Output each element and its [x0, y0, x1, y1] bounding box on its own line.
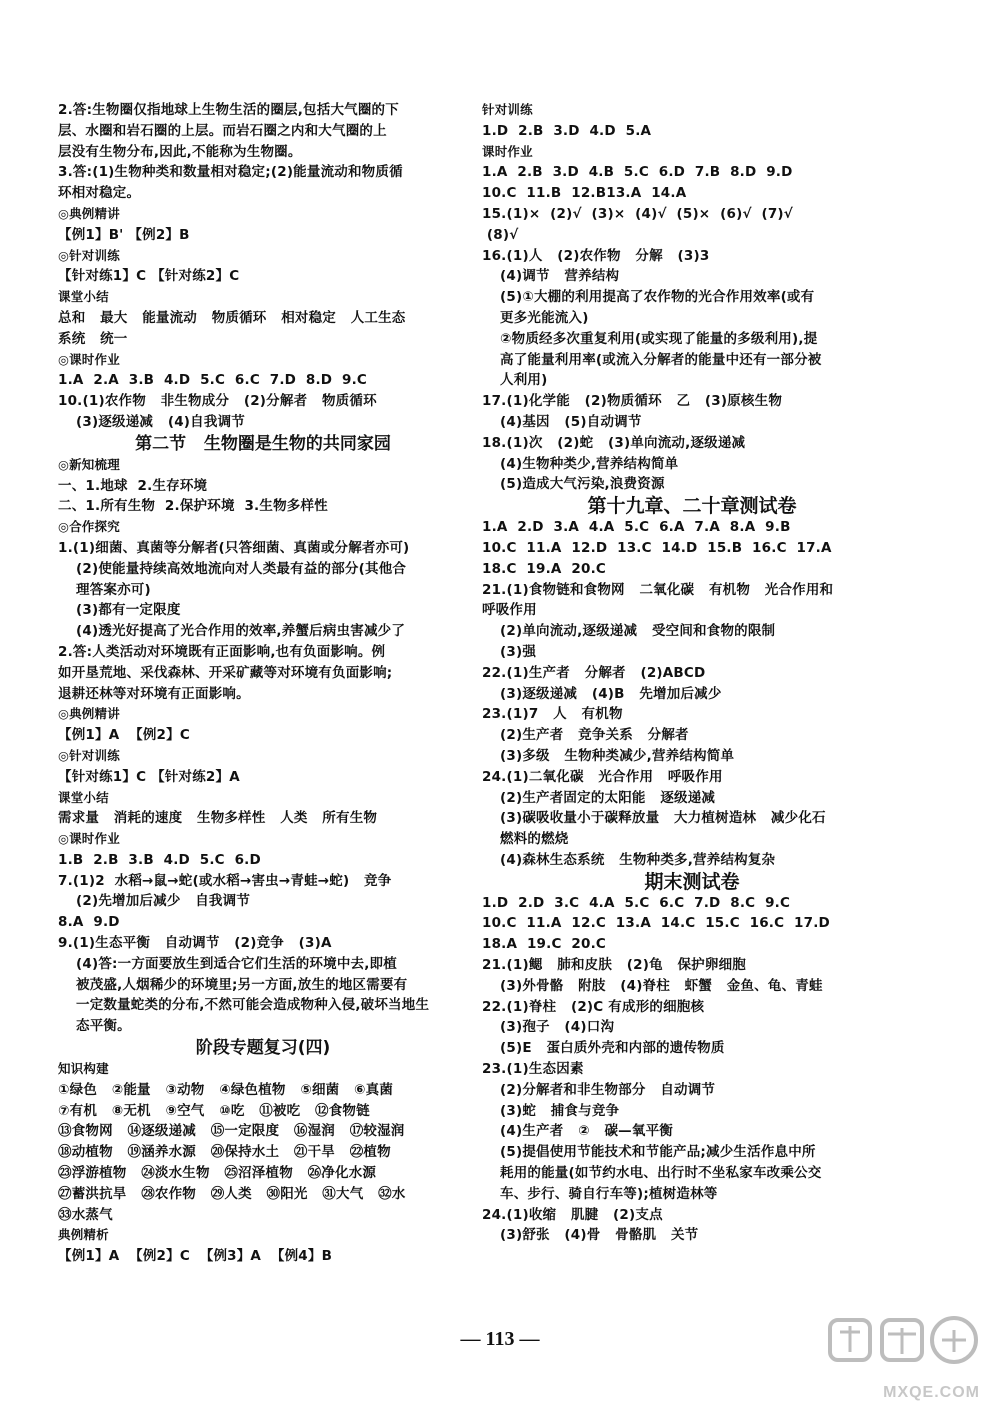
answer-line: 1.D 2.D 3.C 4.A 5.C 6.C 7.D 8.C 9.C [482, 894, 791, 911]
answer-line: 需求量 消耗的速度 生物多样性 人类 所有生物 [58, 810, 378, 827]
answer-line: 退耕还林等对环境有正面影响。 [58, 685, 250, 702]
answer-subline: 人利用) [500, 372, 548, 389]
answer-subline: (4)森林生态系统 生物种类多,营养结构复杂 [500, 851, 776, 868]
answer-subline: (4)调节 营养结构 [500, 268, 620, 285]
watermark-logo [826, 1312, 988, 1404]
section-label: 知识构建 [58, 1061, 109, 1077]
answer-line: 16.(1)人 (2)农作物 分解 (3)3 [482, 247, 710, 264]
left-column [58, 100, 468, 1267]
answer-line: 2.答:生物圈仅指地球上生物生活的圈层,包括大气圈的下 [58, 102, 399, 118]
answer-line: (8)√ [482, 226, 519, 243]
answer-subline: (3)外骨骼 附肢 (4)脊柱 虾蟹 金鱼、龟、青蛙 [500, 977, 823, 994]
answer-subline: (3)逐级递减 (4)B 先增加后减少 [500, 685, 722, 702]
answer-line: 23.(1)7 人 有机物 [482, 706, 623, 723]
answer-line: 1.A 2.B 3.D 4.B 5.C 6.D 7.B 8.D 9.D [482, 164, 793, 181]
answer-subline: (3)都有一定限度 [76, 602, 181, 619]
answer-subline: (5)造成大气污染,浪费资源 [500, 476, 665, 493]
answer-line: 如开垦荒地、采伐森林、开采矿藏等对环境有负面影响; [58, 664, 393, 681]
watermark-text: MXQE.COM [883, 1384, 980, 1401]
answer-line: 17.(1)化学能 (2)物质循环 乙 (3)原核生物 [482, 393, 783, 410]
answer-subline: (3)强 [500, 643, 537, 660]
answer-line: ⑱动植物 ⑲涵养水源 ⑳保持水土 ㉑干旱 ㉒植物 [58, 1144, 391, 1161]
answer-line: 呼吸作用 [482, 602, 537, 619]
answer-subline: 燃料的燃烧 [500, 831, 569, 848]
answer-line: 1.D 2.B 3.D 4.D 5.A [482, 122, 652, 139]
section-label: ◎典例精讲 [58, 706, 120, 722]
section-heading: 阶段专题复习(四) [195, 1038, 331, 1059]
answer-line: 1.A 2.A 3.B 4.D 5.C 6.C 7.D 8.D 9.C [58, 372, 368, 389]
answer-line: 1.A 2.D 3.A 4.A 5.C 6.A 7.A 8.A 9.B [482, 519, 791, 536]
answer-line: 10.C 11.A 12.C 13.A 14.C 15.C 16.C 17.D [482, 915, 830, 932]
answer-subline: (3)孢子 (4)口沟 [500, 1019, 615, 1036]
section-label: ◎典例精讲 [58, 205, 120, 221]
section-label: 课时作业 [482, 143, 533, 159]
section-label: ◎合作探究 [58, 519, 120, 535]
answer-line: 21.(1)鳃 肺和皮肤 (2)龟 保护卵细胞 [482, 957, 746, 974]
answer-subline: ②物质经多次重复利用(或实现了能量的多级利用),提 [500, 330, 818, 347]
answer-line: ⑦有机 ⑧无机 ⑨空气 ⑩吃 ⑪被吃 ⑫食物链 [58, 1102, 370, 1119]
answer-line: 9.(1)生态平衡 自动调节 (2)竞争 (3)A [58, 935, 332, 952]
section-heading: 第二节 生物圈是生物的共同家园 [135, 433, 391, 454]
answer-line: 18.C 19.A 20.C [482, 560, 607, 577]
test-heading: 期末测试卷 [644, 870, 740, 893]
answer-line: ⑬食物网 ⑭逐级递减 ⑮一定限度 ⑯湿润 ⑰较湿润 [58, 1123, 405, 1140]
answer-line: 2.答:人类活动对环境既有正面影响,也有负面影响。例 [58, 643, 386, 660]
answer-line: 【例1】A 【例2】C [58, 727, 190, 744]
answer-subline: 被茂盛,人烟稀少的环境里;另一方面,放生的地区需要有 [76, 976, 408, 993]
answer-line: 22.(1)脊柱 (2)C 有成形的细胞核 [482, 998, 705, 1015]
answer-subline: (2)单向流动,逐级递减 受空间和食物的限制 [500, 623, 776, 640]
page-number: — 113 — [460, 1328, 540, 1350]
watermark-seal-icon [826, 1312, 988, 1382]
answer-line: 系统 统一 [58, 330, 128, 347]
answer-line: ㉗蓄洪抗旱 ㉘农作物 ㉙人类 ㉚阳光 ㉛大气 ㉜水 [58, 1185, 406, 1202]
answer-subline: (3)多级 生物种类减少,营养结构简单 [500, 747, 735, 764]
answer-line: 8.A 9.D [58, 914, 120, 931]
answer-subline: (4)答:一方面要放生到适合它们生活的环境中去,即植 [76, 955, 397, 972]
section-label: 课堂小结 [58, 289, 109, 305]
answer-line: 23.(1)生态因素 [482, 1061, 584, 1078]
answer-line: 24.(1)收缩 肌腱 (2)支点 [482, 1206, 663, 1223]
answer-line: 【针对练1】C 【针对练2】A [58, 768, 240, 785]
answer-subline: (2)使能量持续高效地流向对人类最有益的部分(其他合 [76, 560, 407, 577]
answer-line: 【例1】B' 【例2】B [58, 226, 190, 243]
right-column [482, 100, 902, 1246]
answer-subline: 态平衡。 [76, 1018, 131, 1035]
section-label: ◎课时作业 [58, 831, 120, 847]
answer-subline: (4)透光好提高了光合作用的效率,养蟹后病虫害减少了 [76, 623, 406, 640]
answer-subline: (3)蛇 捕食与竞争 [500, 1102, 620, 1119]
answer-subline: (3)逐级递减 (4)自我调节 [76, 413, 245, 430]
section-label: 典例精析 [58, 1227, 109, 1243]
answer-line: 18.A 19.C 20.C [482, 936, 607, 953]
answer-subline: 更多光能流入) [500, 309, 589, 326]
answer-line: 21.(1)食物链和食物网 二氧化碳 有机物 光合作用和 [482, 581, 834, 598]
answer-subline: (4)生物种类少,营养结构简单 [500, 455, 679, 472]
answer-subline: (2)先增加后减少 自我调节 [76, 893, 251, 910]
answer-subline: (5)①大棚的利用提高了农作物的光合作用效率(或有 [500, 289, 815, 306]
answer-line: 环相对稳定。 [58, 185, 141, 202]
answer-line: 15.(1)× (2)√ (3)× (4)√ (5)× (6)√ (7)√ [482, 205, 793, 222]
answer-line: 7.(1)2 水稻→鼠→蛇(或水稻→害虫→青蛙→蛇) 竞争 [58, 872, 392, 889]
answer-subline: 高了能量利用率(或流入分解者的能量中还有一部分被 [500, 351, 822, 368]
answer-subline: (2)生产者固定的太阳能 逐级递减 [500, 789, 716, 806]
answer-line: 18.(1)次 (2)蛇 (3)单向流动,逐级递减 [482, 434, 746, 451]
answer-subline: 耗用的能量(如节约水电、出行时不坐私家车改乘公交 [500, 1165, 822, 1182]
answer-line: 10.C 11.B 12.B13.A 14.A [482, 185, 687, 202]
section-label: ◎课时作业 [58, 351, 120, 367]
answer-subline: 车、步行、骑自行车等);植树造林等 [500, 1185, 718, 1202]
answer-line: 10.(1)农作物 非生物成分 (2)分解者 物质循环 [58, 393, 377, 410]
answer-line: 【针对练1】C 【针对练2】C [58, 268, 240, 285]
answer-subline: (2)分解者和非生物部分 自动调节 [500, 1081, 716, 1098]
answer-subline: (3)舒张 (4)骨 骨骼肌 关节 [500, 1227, 699, 1244]
answer-line: ①绿色 ②能量 ③动物 ④绿色植物 ⑤细菌 ⑥真菌 [58, 1081, 394, 1098]
answer-subline: (4)基因 (5)自动调节 [500, 413, 642, 430]
answer-line: ㉝水蒸气 [58, 1206, 113, 1223]
answer-line: 3.答:(1)生物种类和数量相对稳定;(2)能量流动和物质循 [58, 164, 403, 181]
answer-line: 一、1.地球 2.生存环境 [58, 477, 208, 494]
answer-line: 总和 最大 能量流动 物质循环 相对稳定 人工生态 [58, 309, 406, 326]
answer-line: 24.(1)二氧化碳 光合作用 呼吸作用 [482, 768, 723, 785]
answer-subline: (5)E 蛋白质外壳和内部的遗传物质 [500, 1040, 725, 1057]
answer-line: 22.(1)生产者 分解者 (2)ABCD [482, 664, 706, 681]
section-label: ◎针对训练 [58, 247, 120, 263]
answer-line: ㉓浮游植物 ㉔淡水生物 ㉕沼泽植物 ㉖净化水源 [58, 1165, 377, 1182]
answer-subline: (4)生产者 ② 碳—氧平衡 [500, 1123, 673, 1140]
section-label: 课堂小结 [58, 789, 109, 805]
answer-subline: (5)提倡使用节能技术和节能产品;减少生活作息中所 [500, 1144, 816, 1161]
answer-subline: 理答案亦可) [76, 581, 151, 598]
answer-line: 层、水圈和岩石圈的上层。而岩石圈之内和大气圈的上 [58, 122, 387, 139]
section-label: ◎针对训练 [58, 747, 120, 763]
section-label: ◎新知梳理 [58, 456, 120, 472]
test-heading: 第十九章、二十章测试卷 [587, 495, 797, 518]
section-label: 针对训练 [482, 102, 533, 117]
answer-line: 10.C 11.A 12.D 13.C 14.D 15.B 16.C 17.A [482, 539, 832, 556]
answer-line: 层没有生物分布,因此,不能称为生物圈。 [58, 143, 302, 160]
answer-subline: 一定数量蛇类的分布,不然可能会造成物种入侵,破坏当地生 [76, 997, 430, 1014]
answer-subline: (3)碳吸收量小于碳释放量 大力植树造林 减少化石 [500, 810, 826, 827]
answer-line: 【例1】A 【例2】C 【例3】A 【例4】B [58, 1248, 333, 1265]
answer-line: 1.B 2.B 3.B 4.D 5.C 6.D [58, 851, 261, 868]
answer-line: 二、1.所有生物 2.保护环境 3.生物多样性 [58, 498, 328, 515]
answer-subline: (2)生产者 竞争关系 分解者 [500, 727, 689, 744]
answer-line: 1.(1)细菌、真菌等分解者(只答细菌、真菌或分解者亦可) [58, 539, 410, 556]
